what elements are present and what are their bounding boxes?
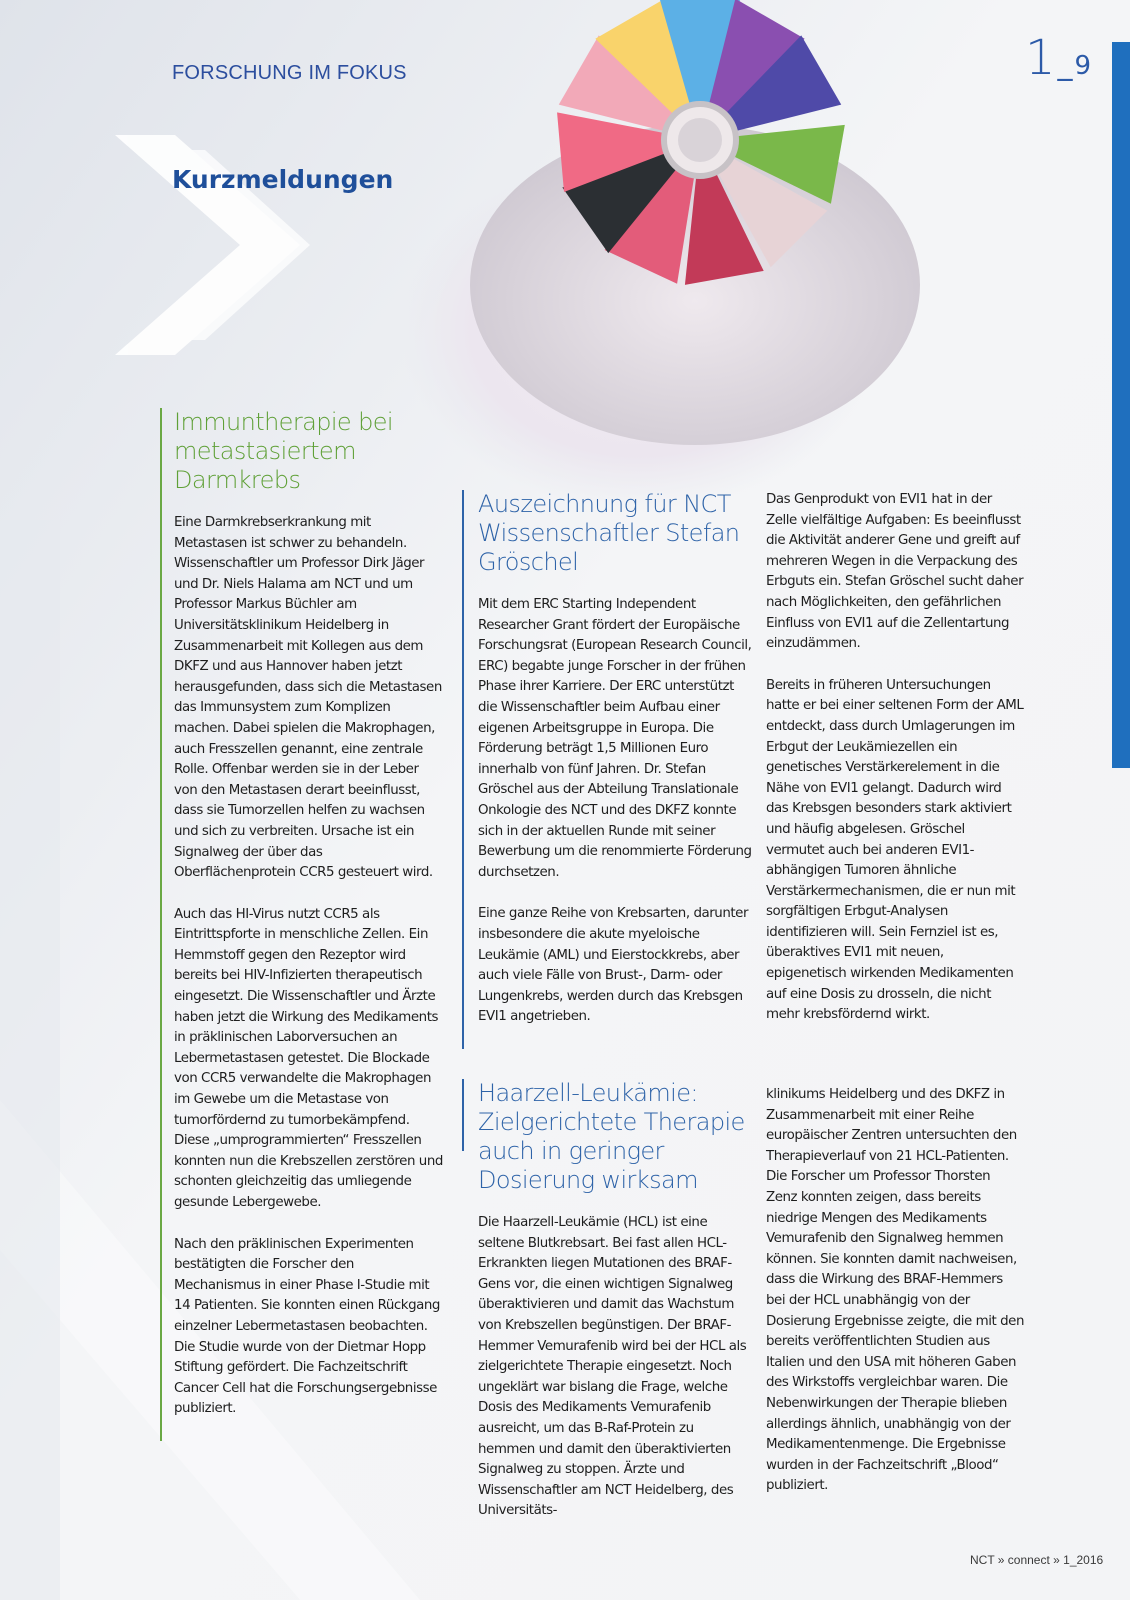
article-paragraph: Eine ganze Reihe von Krebsarten, darunter insbesondere die akute myeloische Leukämie (AML) und Eierstockkrebs, aber auch viele Fälle von Brust-, Darm- oder Lungenkrebs, werden durch das Krebsgen EVI1 angetrieben.	[478, 906, 749, 1025]
edge-accent-bar	[1112, 42, 1130, 768]
page-separator: _	[1057, 47, 1073, 82]
page-index: 9	[1074, 51, 1092, 81]
page-footer: NCT » connect » 1_2016	[970, 1553, 1104, 1567]
article-paragraph: Mit dem ERC Starting Independent Researcher Grant fördert der Europäische Forschungsrat (European Research Council, ERC) begabte junge Forscher in der frühen Phase ihrer Karriere. Der ERC unterstützt die Wissenschaftler beim Aufbau einer eigenen Arbeitsgruppe in Europa. Die Förderung beträgt 1,5 Millionen Euro innerhalb von fünf Jahren. Dr. Stefan Gröschel aus der Abteilung Translationale Onkologie des NCT und des DKFZ konnte sich in der aktuellen Runde mit seiner Bewerbung um die renommierte Förderung durchsetzen.	[478, 597, 752, 880]
article-auszeichnung	[462, 490, 756, 1049]
article-haarzell	[462, 1079, 756, 1519]
article-paragraph: Nach den präklinischen Experimenten bestätigten die Forscher den Mechanismus in einer Phase I-Studie mit 14 Patienten. Sie konnten einen Rückgang einzelner Lebermetastasen beobachten. Die Studie wurde von der Dietmar Hopp Stiftung gefördert. Die Fachzeitschrift Cancer Cell hat die Forschungsergebnisse publiziert.	[174, 1236, 440, 1417]
page-chapter: 1	[1025, 30, 1056, 86]
page-number	[1025, 30, 1091, 86]
article-paragraph: Das Genprodukt von EVI1 hat in der Zelle vielfältige Aufgaben: Es beeinflusst die Aktivität anderer Gene und greift auf mehreren Wegen in die Verpackung des Erbguts ein. Stefan Gröschel sucht daher nach Möglichkeiten, den gefährlichen Einfluss von EVI1 auf die Zellentartung einzudämmen.	[766, 492, 1024, 652]
article-haarzell-continued	[766, 1085, 1024, 1518]
article-paragraph: Auch das HI-Virus nutzt CCR5 als Eintrittspforte in menschliche Zellen. Ein Hemmstoff gegen den Rezeptor wird bereits bei HIV-Infizierten therapeutisch eingesetzt. Die Wissenschaftler und Ärzte haben jetzt die Wirkung des Medikaments in präklinischen Laborversuchen an Lebermetastasen getestet. Die Blockade von CCR5 verwandelte die Makrophagen im Gewebe um die Metastase von tumorfördernd zu tumorbekämpfend. Diese „umprogrammierten“ Fresszellen konnten nun die Krebszellen zerstören und schonten gleichzeitig das umliegende gesunde Lebergewebe.	[174, 906, 443, 1210]
article-auszeichnung-continued	[766, 490, 1024, 1047]
article-title: Haarzell-Leukämie: Zielgerichtete Therapie auch in geringer Dosierung wirksam	[478, 1079, 745, 1194]
article-immuntherapie	[160, 408, 444, 1441]
article-paragraph: klinikums Heidelberg und des DKFZ in Zusammenarbeit mit einer Reihe europäischer Zentren untersuchten den Therapieverlauf von 21 HCL-Patienten. Die Forscher um Professor Thorsten Zenz konnten zeigen, dass bereits niedrige Mengen des Medikaments Vemurafenib den Signalweg hemmen können. Sie konnten damit nachweisen, dass die Wirkung des BRAF-Hemmers bei der HCL unabhängig von der Dosierung Ergebnisse zeigte, die mit den bereits veröffentlichten Studien aus Italien und den USA mit höheren Gaben des Wirkstoffs vergleichbar waren. Die Nebenwirkungen der Therapie blieben allerdings ähnlich, unabhängig von der Medikamentenmenge. Die Ergebnisse wurden in der Fachzeitschrift „Blood“ publiziert.	[766, 1087, 1024, 1494]
section-label: FORSCHUNG IM FOKUS	[172, 62, 407, 84]
article-paragraph: Bereits in früheren Untersuchungen hatte er bei einer seltenen Form der AML entdeckt, dass durch Umlagerungen im Erbgut der Leukämiezellen ein genetisches Verstärkerelement in die Nähe von EVI1 gelangt. Dadurch wird das Krebsgen besonders stark aktiviert und häufig abgelesen. Gröschel vermutet auch bei anderen EVI1-abhängigen Tumoren ähnliche Verstärkermechanismen, die er nun mit sorgfältigen Erbgut-Analysen identifizieren will. Sein Fernziel ist es, überaktives EVI1 mit neuen, epigenetisch wirkenden Medikamenten auf eine Dosis zu drosseln, die nicht mehr krebsfördernd wirkt.	[766, 677, 1024, 1023]
article-title: Auszeichnung für NCT Wissenschaftler Stefan Gröschel	[478, 490, 740, 576]
page-headline: Kurzmeldungen	[172, 165, 394, 194]
article-paragraph: Eine Darmkrebserkrankung mit Metastasen ist schwer zu behandeln. Wissenschaftler um Professor Dirk Jäger und Dr. Niels Halama am NCT und um Professor Markus Büchler am Universitätsklinikum Heidelberg in Zusammenarbeit mit Kollegen aus dem DKFZ und aus Hannover haben jetzt herausgefunden, dass sich die Metastasen das Immunsystem zum Komplizen machen. Dabei spielen die Makrophagen, auch Fresszellen genannt, eine zentrale Rolle. Offenbar werden sie in der Leber von den Metastasen derart beeinflusst, dass sie Tumorzellen helfen zu wachsen und sich zu verbreiten. Ursache ist ein Signalweg der über das Oberflächenprotein CCR5 gesteuert wird.	[174, 515, 442, 881]
article-paragraph: Die Haarzell-Leukämie (HCL) ist eine seltene Blutkrebsart. Bei fast allen HCL-Erkrankten liegen Mutationen des BRAF-Gens vor, die einen wichtigen Signalweg überaktivieren und damit das Wachstum von Krebszellen begünstigen. Der BRAF-Hemmer Vemurafenib wird bei der HCL als zielgerichtete Therapie eingesetzt. Noch ungeklärt war bislang die Frage, welche Dosis des Medikaments Vemurafenib ausreicht, um das B-Raf-Protein zu hemmen und damit den überaktivierten Signalweg zu stoppen. Ärzte und Wissenschaftler am NCT Heidelberg, des Universitäts-	[478, 1215, 747, 1519]
article-title: Immuntherapie bei metastasiertem Darmkrebs	[174, 408, 393, 494]
